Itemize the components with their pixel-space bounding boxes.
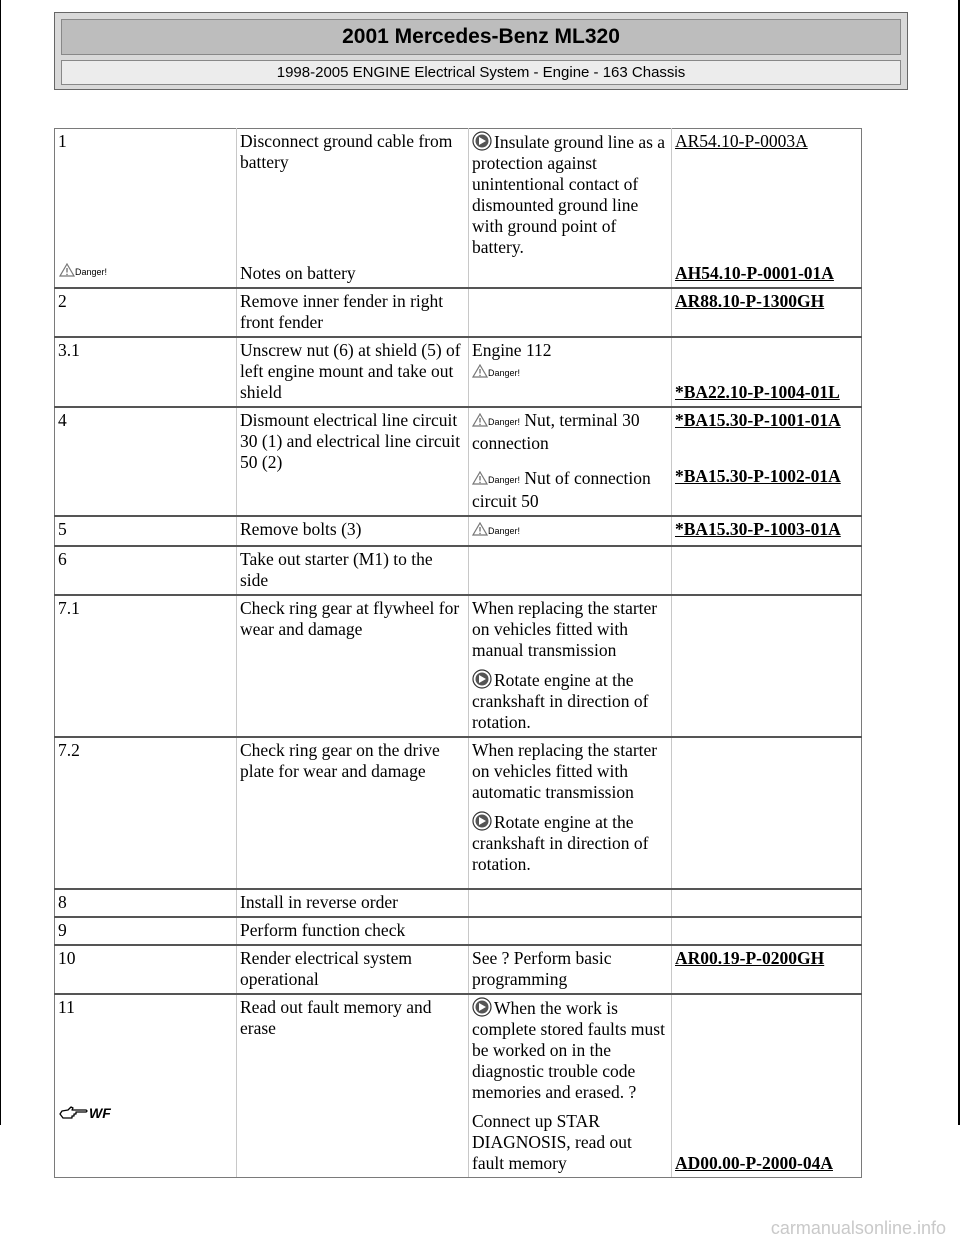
note-cell [469, 994, 672, 1178]
step-cell [55, 945, 237, 994]
note-cell [469, 337, 672, 407]
note-text: Insulate ground line as a protection against unintentional contact of dismounted ground line with ground point of battery. [472, 132, 666, 257]
note-cell [469, 516, 672, 546]
work-step: Dismount electrical line circuit 30 (1) and electrical line circuit 50 (2) [240, 409, 461, 472]
work-cell [237, 546, 469, 595]
work-step-sub: Notes on battery [240, 262, 356, 283]
site-watermark: carmanualsonline.info [770, 1218, 946, 1238]
step-number: 3.1 [58, 339, 80, 360]
left-page-border [0, 0, 1, 1125]
table-row [55, 337, 862, 407]
work-cell [237, 889, 469, 917]
pointing-hand-icon [59, 1105, 89, 1121]
step-number: 4 [58, 409, 67, 430]
step-cell [55, 917, 237, 945]
note-text: When replacing the starter on vehicles fitted with automatic transmission [472, 739, 658, 802]
note-text: Rotate engine at the crankshaft in direction of rotation. [472, 669, 649, 732]
work-step: Perform function check [240, 919, 406, 940]
note-text: Engine 112 [472, 339, 552, 360]
step-cell [55, 516, 237, 546]
work-step: Check ring gear on the drive plate for wear and damage [240, 739, 440, 781]
note-icon [472, 669, 492, 689]
work-cell [237, 994, 469, 1178]
reference-cell [672, 889, 862, 917]
work-cell [237, 516, 469, 546]
warning-triangle-icon [472, 471, 488, 485]
table-row [55, 407, 862, 516]
note-cell [469, 917, 672, 945]
step-number: 6 [58, 548, 67, 569]
work-step: Read out fault memory and erase [240, 996, 432, 1038]
reference-cell [672, 737, 862, 889]
document-subtitle: 1998-2005 ENGINE Electrical System - Engine - 163 Chassis [61, 60, 901, 85]
step-number: 7.2 [58, 739, 80, 760]
note-icon [472, 811, 492, 831]
table-row [55, 129, 862, 288]
reference-link[interactable]: *BA15.30-P-1001-01A [675, 409, 841, 430]
work-cell [237, 129, 469, 288]
note-text: Nut of connection circuit 50 [472, 467, 651, 511]
table-row [55, 917, 862, 945]
work-cell [237, 595, 469, 737]
step-cell [55, 337, 237, 407]
step-number: 5 [58, 518, 67, 539]
danger-label: Danger! [75, 266, 108, 277]
note-icon [472, 997, 492, 1017]
note-icon [472, 131, 492, 151]
step-cell [55, 546, 237, 595]
table-row [55, 546, 862, 595]
step-number: 9 [58, 919, 67, 940]
step-number: 8 [58, 891, 67, 912]
danger-label: Danger! [488, 367, 521, 378]
danger-label: Danger! [488, 416, 521, 427]
wf-label: WF [89, 1104, 111, 1121]
reference-cell [672, 407, 862, 516]
work-step: Unscrew nut (6) at shield (5) of left engine mount and take out shield [240, 339, 461, 402]
work-cell [237, 737, 469, 889]
note-cell [469, 737, 672, 889]
table-row [55, 595, 862, 737]
reference-link[interactable]: *BA22.10-P-1004-01L [675, 381, 840, 402]
danger-label: Danger! [488, 474, 521, 485]
warning-triangle-icon [472, 364, 488, 378]
note-text: See ? Perform basic programming [472, 947, 612, 989]
step-cell [55, 994, 237, 1178]
reference-cell [672, 546, 862, 595]
step-number: 7.1 [58, 597, 80, 618]
reference-cell [672, 516, 862, 546]
reference-cell [672, 994, 862, 1178]
note-text: Rotate engine at the crankshaft in direction of rotation. [472, 811, 649, 874]
note-text: Nut, terminal 30 connection [472, 409, 640, 453]
reference-link[interactable]: AR88.10-P-1300GH [675, 290, 825, 311]
note-cell [469, 889, 672, 917]
work-step: Remove bolts (3) [240, 518, 362, 539]
reference-cell [672, 917, 862, 945]
reference-link[interactable]: AR00.19-P-0200GH [675, 947, 825, 968]
reference-cell [672, 337, 862, 407]
workshop-pointer [59, 1102, 111, 1124]
note-cell [469, 546, 672, 595]
step-number: 11 [58, 996, 75, 1017]
page-header [54, 12, 908, 90]
table-row [55, 516, 862, 546]
danger-label: Danger! [488, 525, 521, 536]
step-cell [55, 407, 237, 516]
step-cell [55, 288, 237, 337]
note-cell [469, 129, 672, 288]
work-step: Render electrical system operational [240, 947, 413, 989]
document-title: 2001 Mercedes-Benz ML320 [61, 19, 901, 55]
danger-warning [59, 260, 107, 283]
work-cell [237, 337, 469, 407]
work-step: Install in reverse order [240, 891, 398, 912]
work-step: Take out starter (M1) to the side [240, 548, 433, 590]
warning-triangle-icon [472, 522, 488, 536]
reference-link[interactable]: AH54.10-P-0001-01A [675, 262, 834, 283]
note-text: Connect up STAR DIAGNOSIS, read out fault memory [472, 1110, 632, 1173]
reference-link[interactable]: AD00.00-P-2000-04A [675, 1152, 833, 1173]
step-number: 2 [58, 290, 67, 311]
procedure-table [54, 128, 862, 1178]
work-cell [237, 407, 469, 516]
warning-triangle-icon [472, 413, 488, 427]
reference-link[interactable]: *BA15.30-P-1003-01A [675, 518, 841, 539]
reference-link[interactable]: AR54.10-P-0003A [675, 131, 808, 151]
table-row [55, 994, 862, 1178]
reference-cell [672, 595, 862, 737]
step-number: 1 [58, 131, 67, 151]
note-text: When replacing the starter on vehicles fitted with manual transmission [472, 597, 658, 660]
warning-triangle-icon [59, 263, 75, 277]
reference-cell [672, 288, 862, 337]
work-step: Remove inner fender in right front fender [240, 290, 444, 332]
step-cell [55, 889, 237, 917]
reference-cell [672, 945, 862, 994]
table-row [55, 945, 862, 994]
note-cell [469, 288, 672, 337]
table-row [55, 737, 862, 889]
work-cell [237, 288, 469, 337]
step-cell [55, 737, 237, 889]
note-cell [469, 945, 672, 994]
table-row [55, 288, 862, 337]
step-cell [55, 129, 237, 288]
step-cell [55, 595, 237, 737]
table-row [55, 889, 862, 917]
work-step: Check ring gear at flywheel for wear and damage [240, 597, 460, 639]
step-number: 10 [58, 947, 76, 968]
note-cell [469, 407, 672, 516]
note-cell [469, 595, 672, 737]
note-text: When the work is complete stored faults must be worked on in the diagnostic trouble code memories and erased. ? [472, 997, 665, 1102]
reference-link[interactable]: *BA15.30-P-1002-01A [675, 465, 841, 486]
work-cell [237, 917, 469, 945]
reference-cell [672, 129, 862, 288]
work-step: Disconnect ground cable from battery [240, 131, 453, 172]
work-cell [237, 945, 469, 994]
